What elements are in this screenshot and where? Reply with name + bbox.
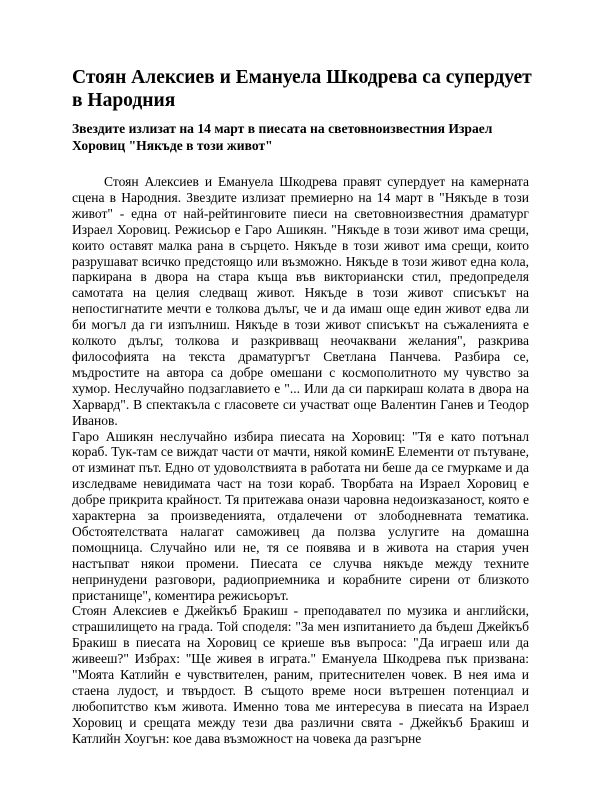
article-subtitle: Звездите излизат на 14 март в пиесата на световноизвестния Израел Хоровиц "Някъде в този живот": [72, 121, 493, 153]
article-body: [72, 174, 529, 747]
body-paragraph: Стоян Алексиев е Джейкъб Бракиш - преподавател по музика и английски, страшилището на града. Той споделя: "За мен изпитанието да бъдеш Джейкъб Бракиш в пиесата на Хоровиц се криеше във въпроса: "Да играеш или да живееш?" Избрах: "Ще живея в играта." Емануела Шкодрева пък призвана: "Моята Катлийн е чувствителен, раним, притеснителен човек. В нея има и стаена лудост, и твърдост. В същото време носи вътрешен потенциал и любопитство към живота. Именно това ме интересува в пиесата на Израел Хоровиц и срещата между тези два различни свята - Джейкъб Бракиш и Катлийн Хоугън: кое дава възможност на човека да разгърне: [72, 603, 529, 746]
article-title: Стоян Алексиев и Емануела Шкодрева са супердует в Народния: [72, 67, 532, 111]
body-paragraph: Стоян Алексиев и Емануела Шкодрева правят супердует на камерната сцена в Народния. Звездите излизат премиерно на 14 март в "Някъде в този живот" - една от най-рейтинговите пиеси на световноизвестния драматург Израел Хоровиц. Режисьор е Гаро Ашикян. "Някъде в този живот има срещи, които оставят малка рана в сърцето. Някъде в този живот има срещи, които разрушават всичко предстоящо или възможно. Някъде в този живот една кола, паркирана в двора на стара къща във викториански стил, предопределя самотата на целия следващ живот. Някъде в този живот списъкът на непостигнатите мечти е толкова дълъг, че и да имаш още един живот едва ли би могъл да ги изпълниш. Някъде в този живот списъкът на съжаленията е колкото дълъг, толкова и разкривващ неочаквани желания", разкрива философията на текста драматургът Светлана Панчева. Разбира се, мъдростите на автора са добре омешани с космополитното му чувство за хумор. Неслучайно подзаглавието е "... Или да си паркираш колата в двора на Харвард". В спектакъла с гласовете си участват още Валентин Ганев и Теодор Иванов.: [72, 174, 529, 428]
body-paragraph: Гаро Ашикян неслучайно избира пиесата на Хоровиц: "Тя е като потънал кораб. Тук-там се виждат части от мачти, някой коминЕ Елементи от пътуване, от изминат път. Едно от удоволствията в работата ни беше да се гмуркаме и да изследваме невидимата част на този кораб. Творбата на Израел Хоровиц е добре прикрита крайност. Тя притежава онази чаровна недоизказаност, която е характерна за произведенията, отдалечени от злободневната тематика. Обстоятелствата налагат саможивец да ползва услугите на домашна помощница. Случайно или не, тя се появява и в живота на стария учен настъпват някои промени. Пиесата се случва някъде между техните непринудени разговори, радиоприемника и корабните сирени от близкото пристанище", коментира режисьорът.: [72, 428, 529, 603]
